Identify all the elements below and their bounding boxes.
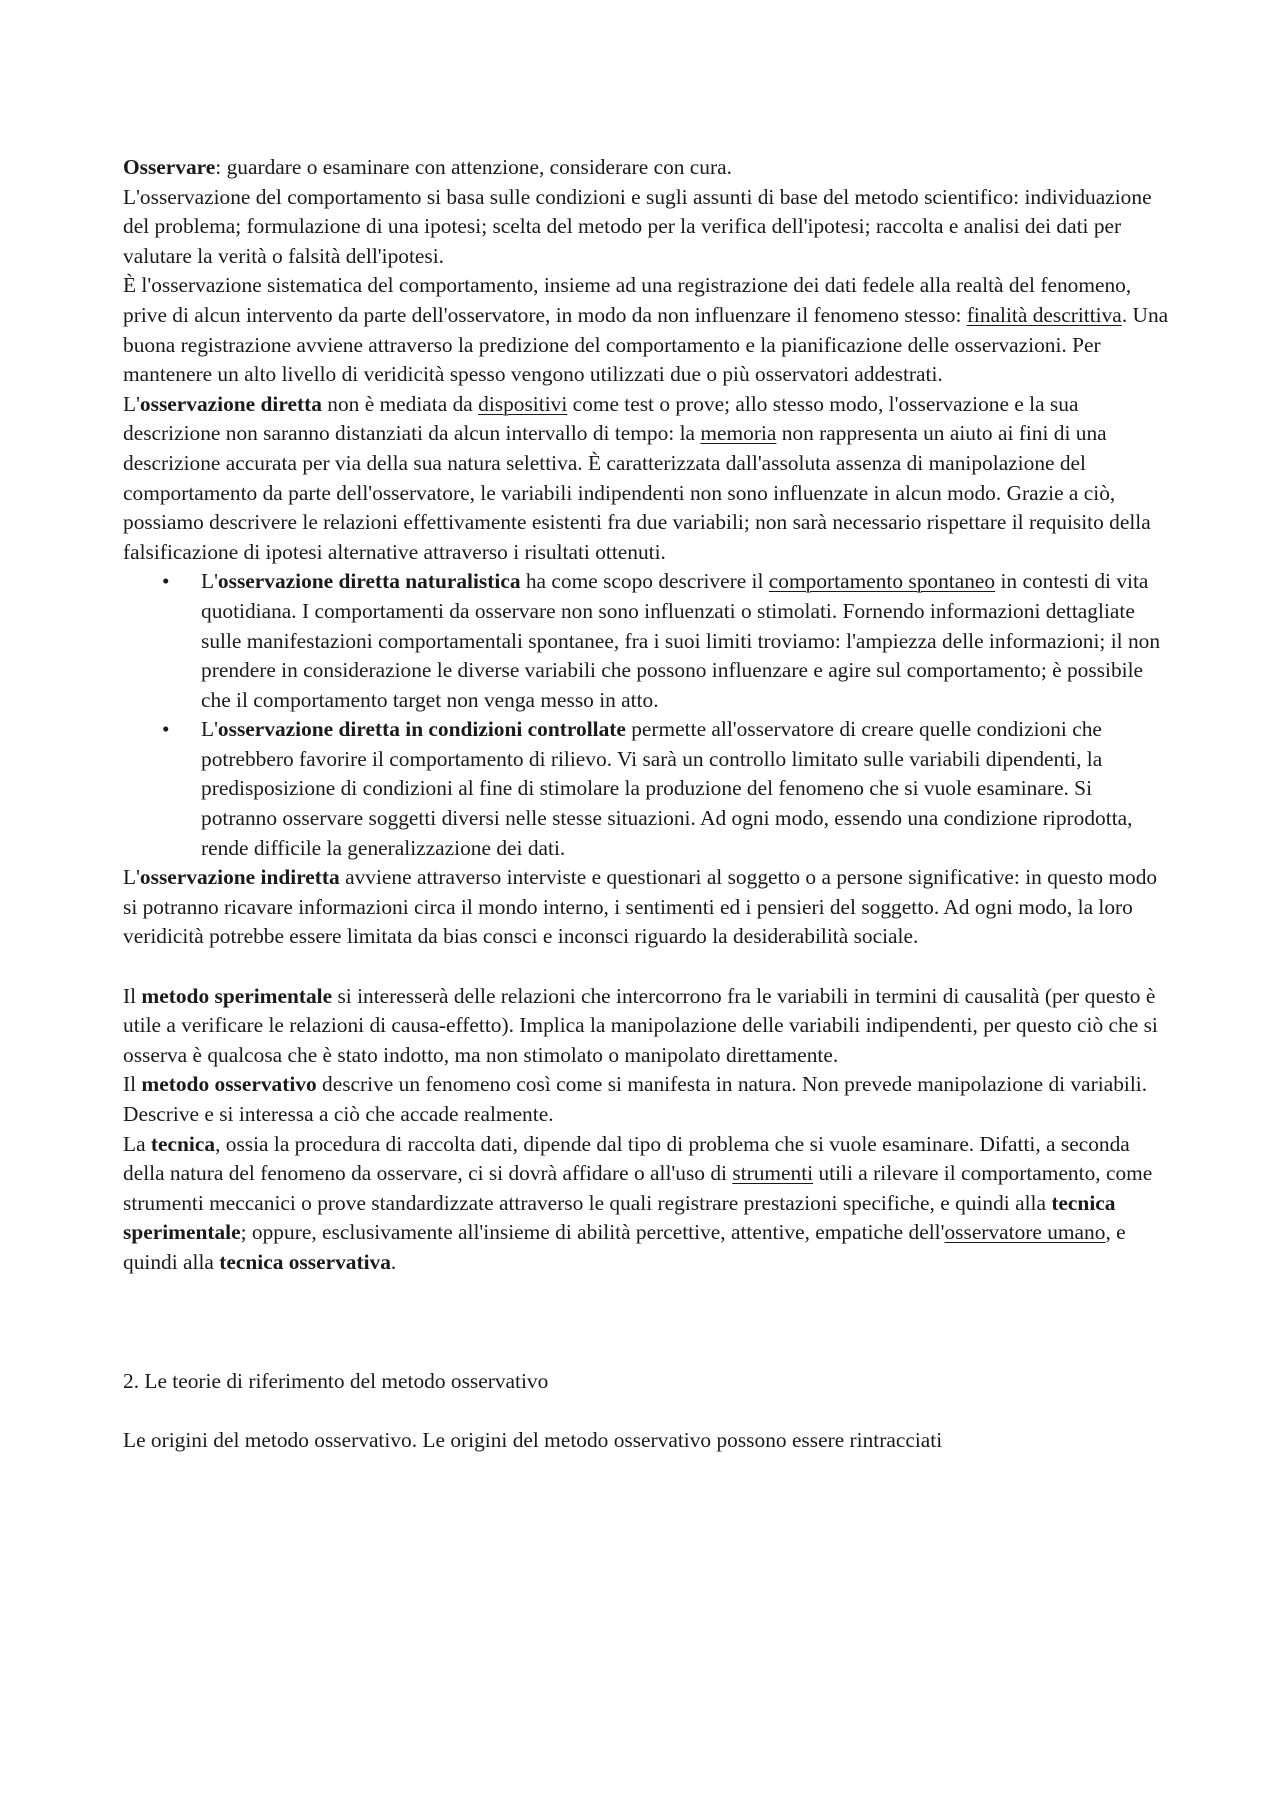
paragraph-experimental-method: Il metodo sperimentale si interesserà delle relazioni che intercorrono fra le variabili in termini di causalità (per questo è utile a verificare le relazioni di causa-effetto). Implica la manipolazione delle variabili indipendenti, per questo ciò che si osserva è qualcosa che è stato indotto, ma non stimolato o manipolato direttamente. [123,983,1158,1067]
defined-term: Osservare [123,155,216,179]
bold-condizioni-controllate: osservazione diretta in condizioni controllate [217,717,626,742]
bold-osservazione-diretta: osservazione diretta [139,391,322,416]
definition-text: : guardare o esaminare con attenzione, considerare con cura. [215,155,732,179]
underlined-strumenti: strumenti [732,1161,814,1186]
underlined-finalita-descrittiva: finalità descrittiva [966,302,1122,327]
bold-tecnica-osservativa: tecnica osservativa [219,1249,391,1274]
heading-spacer [123,1396,1173,1426]
underlined-osservatore-umano: osservatore umano [944,1220,1106,1245]
paragraph-observational-method: Il metodo osservativo descrive un fenomeno così come si manifesta in natura. Non prevede manipolazione di variabili. Descrive e si interessa a ciò che accade realmente. [123,1072,1148,1126]
paragraph-scientific-method: L'osservazione del comportamento si basa sulle condizioni e sugli assunti di base del metodo scientifico: individuazione del problema; formulazione di una ipotesi; scelta del metodo per la verifica dell'ipotesi; raccolta e analisi dei dati per valutare la verità o falsità dell'ipotesi. [123,184,1152,268]
paragraph-indirect-observation: L'osservazione indiretta avviene attraverso interviste e questionari al soggetto o a persone significative: in questo modo si potranno ricavare informazioni circa il mondo interno, i sentimenti ed i pensieri del soggetto. Ad ogni modo, la loro veridicità potrebbe essere limitata da bias consci e inconsci riguardo la desiderabilità sociale. [123,865,1158,949]
section-heading: 2. Le teorie di riferimento del metodo osservativo [123,1368,549,1393]
definition-paragraph [123,153,1173,183]
document-page [123,153,1173,1456]
paragraph-technique: La tecnica, ossia la procedura di raccolta dati, dipende dal tipo di problema che si vuole esaminare. Difatti, a seconda della natura del fenomeno da osservare, ci si dovrà affidare o all'uso di strumenti utili a rilevare il comportamento, come strumenti meccanici o prove standardizzate attraverso le quali registrare prestazioni specifiche, e quindi alla tecnica sperimentale; oppure, esclusivamente all'insieme di abilità percettive, attentive, empatiche dell'osservatore umano, e quindi alla tecnica osservativa. [123,1131,1153,1274]
blank-line [123,952,1173,982]
bold-metodo-sperimentale: metodo sperimentale [141,983,333,1008]
bullet-list [123,567,1173,863]
underlined-comportamento-spontaneo: comportamento spontaneo [768,569,996,594]
list-item-naturalistic: • L'osservazione diretta naturalistica ha come scopo descrivere il comportamento spontaneo in contesti di vita quotidiana. I comportamenti da osservare non sono influenzati o stimolati. Fornendo informazioni dettagliate sulle manifestazioni comportamentali spontanee, fra i suoi limiti troviamo: l'ampiezza delle informazioni; il non prendere in considerazione le diverse variabili che possono influenzare e agire sul comportamento; è possibile che il comportamento target non venga messo in atto. [201,567,1173,715]
bold-osservazione-indiretta: osservazione indiretta [139,865,340,890]
bold-tecnica: tecnica [150,1131,216,1156]
paragraph-direct-observation: L'osservazione diretta non è mediata da dispositivi come test o prove; allo stesso modo, l'osservazione e la sua descrizione non saranno distanziati da alcun intervallo di tempo: la memoria non rappresenta un aiuto ai fini di una descrizione accurata per via della sua natura selettiva. È caratterizzata dall'assoluta assenza di manipolazione del comportamento da parte dell'osservatore, le variabili indipendenti non sono influenzate in alcun modo. Grazie a ciò, possiamo descrivere le relazioni effettivamente esistenti fra due variabili; non sarà necessario rispettare il requisito della falsificazione di ipotesi alternative attraverso i risultati ottenuti. [123,391,1151,564]
bold-metodo-osservativo: metodo osservativo [141,1072,317,1097]
list-item-controlled: • L'osservazione diretta in condizioni controllate permette all'osservatore di creare quelle condizioni che potrebbero favorire il comportamento di rilievo. Vi sarà un controllo limitato sulle variabili dipendenti, la predisposizione di condizioni al fine di stimolare la produzione del fenomeno che si vuole esaminare. Si potranno osservare soggetti diversi nelle stesse situazioni. Ad ogni modo, essendo una condizione riprodotta, rende difficile la generalizzazione dei dati. [201,715,1173,863]
underlined-dispositivi: dispositivi [478,391,568,416]
bold-tecnica-sperimentale: tecnica sperimentale [123,1190,1116,1245]
underlined-memoria: memoria [700,421,777,446]
bold-naturalistica: osservazione diretta naturalistica [217,569,521,594]
paragraph-origins: Le origini del metodo osservativo. Le origini del metodo osservativo possono essere rintracciati [123,1428,943,1453]
section-spacer [123,1278,1173,1367]
paragraph-systematic-observation: È l'osservazione sistematica del comportamento, insieme ad una registrazione dei dati fedele alla realtà del fenomeno, prive di alcun intervento da parte dell'osservatore, in modo da non influenzare il fenomeno stesso: finalità descrittiva. Una buona registrazione avviene attraverso la predizione del comportamento e la pianificazione delle osservazioni. Per mantenere un alto livello di veridicità spesso vengono utilizzati due o più osservatori addestrati. [123,273,1169,387]
